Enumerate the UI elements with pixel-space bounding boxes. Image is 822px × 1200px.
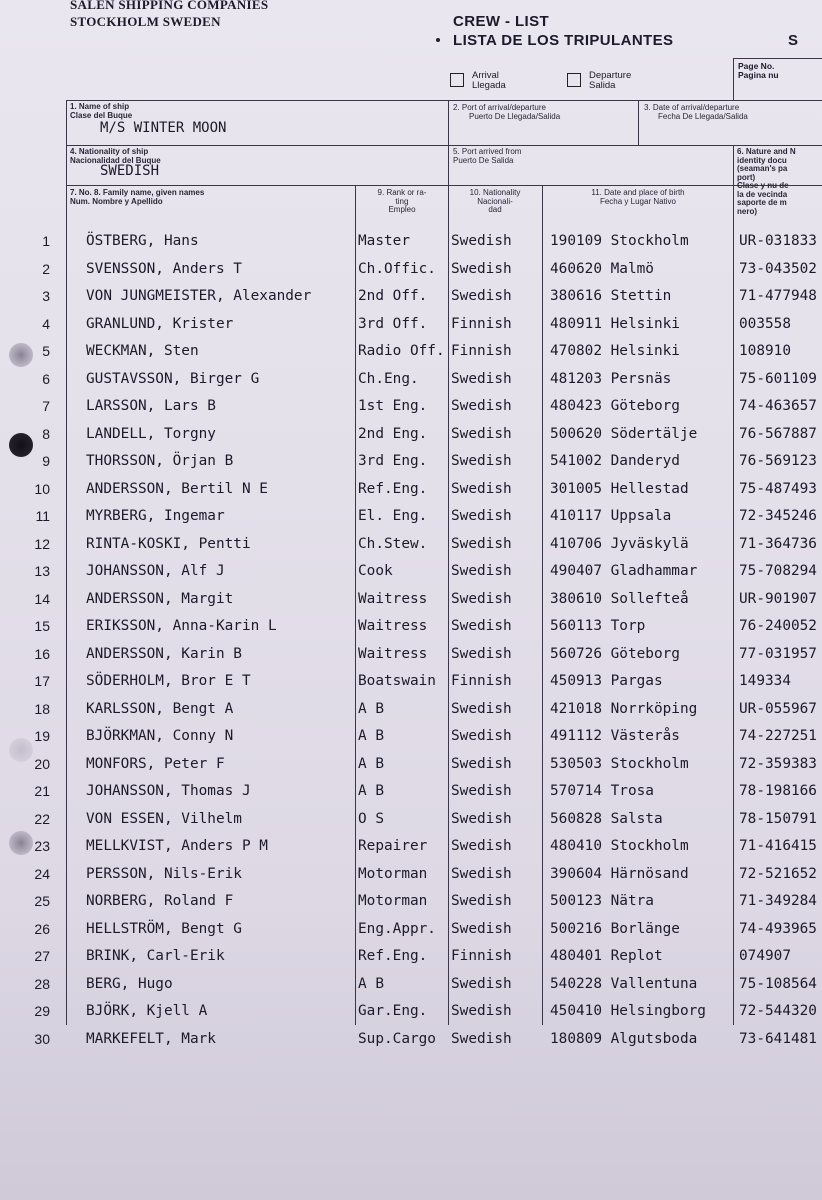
crew-identity-doc: 74-493965 bbox=[739, 920, 817, 937]
crew-nationality: Swedish bbox=[451, 453, 512, 469]
crew-rank: Motorman bbox=[358, 865, 428, 882]
table-row[interactable] bbox=[0, 1026, 822, 1053]
crew-nationality: Swedish bbox=[451, 398, 512, 414]
crew-number: 27 bbox=[34, 948, 50, 964]
crew-identity-doc: UR-901907 bbox=[739, 590, 817, 607]
table-row[interactable] bbox=[0, 833, 822, 860]
title-english: CREW - LIST bbox=[453, 13, 550, 30]
table-row[interactable] bbox=[0, 256, 822, 283]
crew-rank: Waitress bbox=[358, 618, 428, 634]
crew-nationality: Swedish bbox=[451, 1030, 512, 1047]
nationality-label-es: Nacionalidad del Buque bbox=[70, 155, 161, 165]
crew-rank: El. Eng. bbox=[358, 508, 428, 524]
crew-nationality: Swedish bbox=[451, 233, 512, 249]
rule bbox=[733, 58, 734, 100]
crew-number: 13 bbox=[34, 563, 50, 579]
crew-identity-doc: 74-227251 bbox=[739, 728, 817, 744]
crew-identity-doc: 73-641481 bbox=[739, 1030, 817, 1047]
crew-birth: 541002 Danderyd bbox=[550, 453, 680, 469]
crew-birth: 390604 Härnösand bbox=[550, 865, 689, 882]
crew-nationality: Swedish bbox=[451, 590, 512, 607]
crew-nationality: Finnish bbox=[451, 343, 512, 359]
crew-number: 15 bbox=[34, 618, 50, 634]
crew-rank: A B bbox=[358, 728, 384, 744]
table-row[interactable] bbox=[0, 916, 822, 943]
crew-name: RINTA-KOSKI, Pentti bbox=[86, 535, 251, 552]
crew-name: HELLSTRÖM, Bengt G bbox=[86, 920, 242, 937]
crew-identity-doc: 149334 bbox=[739, 673, 791, 689]
crew-birth: 560113 Torp bbox=[550, 618, 646, 634]
port-from-label-en: 5. Port arrived from bbox=[453, 147, 522, 156]
crew-identity-doc: 75-601109 bbox=[739, 370, 817, 387]
nat-header-line: dad bbox=[488, 205, 502, 214]
crew-birth: 421018 Norrköping bbox=[550, 700, 698, 717]
table-row[interactable] bbox=[0, 283, 822, 310]
departure-label-en: Departure bbox=[589, 70, 632, 81]
identity-label-line: 6. Nature and N bbox=[737, 147, 796, 156]
crew-birth: 460620 Malmö bbox=[550, 260, 654, 277]
crew-identity-doc: 75-708294 bbox=[739, 563, 817, 579]
crew-number: 29 bbox=[34, 1003, 50, 1019]
crew-birth: 480401 Replot bbox=[550, 948, 663, 964]
crew-identity-doc: 074907 bbox=[739, 948, 791, 964]
table-row[interactable] bbox=[0, 366, 822, 393]
crew-name: BJÖRK, Kjell A bbox=[86, 1003, 208, 1019]
crew-rank: 1st Eng. bbox=[358, 398, 428, 414]
crew-name: BRINK, Carl-Erik bbox=[86, 948, 225, 964]
crew-number: 16 bbox=[34, 645, 50, 662]
crew-identity-doc: 72-345246 bbox=[739, 508, 817, 524]
crew-nationality: Swedish bbox=[451, 535, 512, 552]
table-row[interactable] bbox=[0, 751, 822, 778]
crew-name: JOHANSSON, Alf J bbox=[86, 563, 225, 579]
crew-identity-doc: 72-544320 bbox=[739, 1003, 817, 1019]
crew-nationality: Swedish bbox=[451, 425, 512, 442]
crew-birth: 500123 Nätra bbox=[550, 893, 654, 909]
crew-birth: 480410 Stockholm bbox=[550, 838, 689, 854]
crew-number: 28 bbox=[34, 975, 50, 992]
crew-name: SVENSSON, Anders T bbox=[86, 260, 242, 277]
crew-birth: 481203 Persnäs bbox=[550, 370, 672, 387]
crew-identity-doc: 77-031957 bbox=[739, 645, 817, 662]
crew-number: 7 bbox=[42, 398, 50, 414]
crew-number: 24 bbox=[34, 865, 50, 882]
crew-rank: 3rd Eng. bbox=[358, 453, 428, 469]
crew-birth: 490407 Gladhammar bbox=[550, 563, 698, 579]
identity-label-line: port) bbox=[737, 172, 756, 182]
crew-number: 2 bbox=[42, 260, 50, 277]
table-row[interactable] bbox=[0, 476, 822, 503]
crew-rank: Boatswain bbox=[358, 673, 436, 689]
crew-name: GUSTAVSSON, Birger G bbox=[86, 370, 260, 387]
crew-rank: Waitress bbox=[358, 590, 428, 607]
rule bbox=[448, 100, 449, 145]
crew-name: BERG, Hugo bbox=[86, 975, 173, 992]
crew-number: 9 bbox=[42, 453, 50, 469]
date-label-es: Fecha De Llegada/Salida bbox=[658, 111, 748, 121]
crew-identity-doc: 73-043502 bbox=[739, 260, 817, 277]
table-row[interactable] bbox=[0, 778, 822, 805]
crew-birth: 540228 Vallentuna bbox=[550, 975, 698, 992]
table-row[interactable] bbox=[0, 448, 822, 475]
crew-birth: 470802 Helsinki bbox=[550, 343, 680, 359]
table-row[interactable] bbox=[0, 393, 822, 420]
crew-birth: 480911 Helsinki bbox=[550, 315, 680, 332]
crew-rank: Eng.Appr. bbox=[358, 920, 436, 937]
crew-birth: 180809 Algutsboda bbox=[550, 1030, 698, 1047]
identity-label-line: (seaman's pa bbox=[737, 164, 788, 173]
crew-number: 8 bbox=[42, 425, 50, 442]
crew-rank: Radio Off. bbox=[358, 343, 445, 359]
company-name: SALEN SHIPPING COMPANIES bbox=[70, 0, 269, 12]
crew-nationality: Swedish bbox=[451, 700, 512, 717]
crew-identity-doc: 75-108564 bbox=[739, 975, 817, 992]
crew-name: ÖSTBERG, Hans bbox=[86, 233, 199, 249]
crew-number: 18 bbox=[34, 700, 50, 717]
birth-column-header bbox=[544, 189, 732, 206]
rule bbox=[66, 100, 822, 101]
date-label bbox=[644, 104, 748, 121]
title-letter: S bbox=[788, 32, 799, 49]
crew-name: MARKEFELT, Mark bbox=[86, 1030, 216, 1047]
table-row[interactable] bbox=[0, 311, 822, 338]
table-row[interactable] bbox=[0, 806, 822, 833]
crew-nationality: Finnish bbox=[451, 673, 512, 689]
crew-nationality: Swedish bbox=[451, 288, 512, 304]
crew-nationality: Swedish bbox=[451, 563, 512, 579]
table-row[interactable] bbox=[0, 586, 822, 613]
crew-birth: 560726 Göteborg bbox=[550, 645, 680, 662]
crew-birth: 410706 Jyväskylä bbox=[550, 535, 689, 552]
crew-rank: Repairer bbox=[358, 838, 428, 854]
crew-rank: A B bbox=[358, 783, 384, 799]
crew-nationality: Swedish bbox=[451, 370, 512, 387]
nationality-value[interactable]: SWEDISH bbox=[100, 163, 160, 179]
table-row[interactable] bbox=[0, 558, 822, 585]
crew-number: 23 bbox=[34, 838, 50, 854]
crew-nationality: Swedish bbox=[451, 260, 512, 277]
crew-birth: 190109 Stockholm bbox=[550, 233, 689, 249]
crew-rank: Gar.Eng. bbox=[358, 1003, 428, 1019]
crew-identity-doc: 78-198166 bbox=[739, 783, 817, 799]
rank-header-line: 9. Rank or ra- bbox=[377, 188, 427, 197]
crew-nationality: Swedish bbox=[451, 865, 512, 882]
crew-nationality: Swedish bbox=[451, 920, 512, 937]
rule bbox=[66, 145, 822, 146]
crew-name: PERSSON, Nils-Erik bbox=[86, 865, 242, 882]
table-row[interactable] bbox=[0, 338, 822, 365]
table-row[interactable] bbox=[0, 531, 822, 558]
crew-name: WECKMAN, Sten bbox=[86, 343, 199, 359]
crew-nationality: Swedish bbox=[451, 480, 512, 497]
identity-label-line: saporte de m bbox=[737, 198, 787, 207]
crew-name: ANDERSSON, Karin B bbox=[86, 645, 242, 662]
crew-birth: 410117 Uppsala bbox=[550, 508, 672, 524]
rule bbox=[733, 58, 822, 59]
identity-label-line: nero) bbox=[737, 206, 757, 216]
rank-column-header bbox=[358, 189, 446, 215]
company-header bbox=[70, 0, 268, 30]
crew-name: KARLSSON, Bengt A bbox=[86, 700, 234, 717]
crew-name: LANDELL, Torgny bbox=[86, 425, 216, 442]
crew-number: 1 bbox=[42, 233, 50, 249]
ship-name-value[interactable]: M/S WINTER MOON bbox=[100, 120, 227, 136]
crew-name: JOHANSSON, Thomas J bbox=[86, 783, 251, 799]
table-row[interactable] bbox=[0, 613, 822, 640]
crew-number: 19 bbox=[34, 728, 50, 744]
rank-header-line: ting bbox=[395, 196, 409, 206]
crew-number: 25 bbox=[34, 893, 50, 909]
identity-label-line: la de vecinda bbox=[737, 189, 788, 199]
date-label-en: 3. Date of arrival/departure bbox=[644, 103, 740, 112]
crew-nationality: Swedish bbox=[451, 645, 512, 662]
port-from-label bbox=[453, 148, 521, 165]
table-row[interactable] bbox=[0, 723, 822, 750]
table-row[interactable] bbox=[0, 503, 822, 530]
crew-rank: A B bbox=[358, 700, 384, 717]
crew-number: 3 bbox=[42, 288, 50, 304]
crew-name: BJÖRKMAN, Conny N bbox=[86, 728, 234, 744]
crew-nationality: Swedish bbox=[451, 838, 512, 854]
crew-name: MELLKVIST, Anders P M bbox=[86, 838, 268, 854]
ship-name-label-es: Clase del Buque bbox=[70, 110, 133, 120]
crew-nationality: Finnish bbox=[451, 948, 512, 964]
table-row[interactable] bbox=[0, 861, 822, 888]
crew-identity-doc: 78-150791 bbox=[739, 810, 817, 827]
crew-birth: 450913 Pargas bbox=[550, 673, 663, 689]
table-row[interactable] bbox=[0, 421, 822, 448]
crew-birth: 560828 Salsta bbox=[550, 810, 663, 827]
table-row[interactable] bbox=[0, 696, 822, 723]
nat-header-line: Nacionali- bbox=[477, 196, 513, 206]
crew-rank: Ref.Eng. bbox=[358, 948, 428, 964]
crew-nationality: Finnish bbox=[451, 315, 512, 332]
crew-rank: 2nd Off. bbox=[358, 288, 428, 304]
crew-number: 5 bbox=[42, 343, 50, 359]
nationality-column-header bbox=[450, 189, 540, 215]
crew-name: ANDERSSON, Margit bbox=[86, 590, 234, 607]
departure-label-es: Salida bbox=[589, 80, 616, 91]
crew-name: MONFORS, Peter F bbox=[86, 755, 225, 772]
crew-number: 6 bbox=[42, 370, 50, 387]
table-row[interactable] bbox=[0, 943, 822, 970]
table-row[interactable] bbox=[0, 888, 822, 915]
crew-rank: A B bbox=[358, 975, 384, 992]
crew-identity-doc: UR-031833 bbox=[739, 233, 817, 249]
crew-name: VON ESSEN, Vilhelm bbox=[86, 810, 242, 827]
crew-number: 21 bbox=[34, 783, 50, 799]
crew-identity-doc: 71-477948 bbox=[739, 288, 817, 304]
arrival-option[interactable] bbox=[450, 71, 506, 91]
crew-nationality: Swedish bbox=[451, 810, 512, 827]
crew-number: 17 bbox=[34, 673, 50, 689]
crew-rank: A B bbox=[358, 755, 384, 772]
title-spanish: LISTA DE LOS TRIPULANTES bbox=[453, 32, 674, 49]
ship-name-label bbox=[70, 103, 132, 120]
crew-nationality: Swedish bbox=[451, 1003, 512, 1019]
crew-nationality: Swedish bbox=[451, 783, 512, 799]
crew-identity-doc: 108910 bbox=[739, 343, 791, 359]
port-label-en: 2. Port of arrival/departure bbox=[453, 103, 546, 112]
table-row[interactable] bbox=[0, 668, 822, 695]
page-no-es: Pagina nu bbox=[738, 70, 779, 80]
crew-nationality: Swedish bbox=[451, 755, 512, 772]
port-from-label-es: Puerto De Salida bbox=[453, 155, 514, 165]
crew-number: 11 bbox=[35, 508, 50, 524]
crew-nationality: Swedish bbox=[451, 893, 512, 909]
table-row[interactable] bbox=[0, 998, 822, 1025]
crew-birth: 450410 Helsingborg bbox=[550, 1003, 706, 1019]
arrival-label-es: Llegada bbox=[472, 80, 506, 91]
crew-birth: 480423 Göteborg bbox=[550, 398, 680, 414]
crew-name: MYRBERG, Ingemar bbox=[86, 508, 225, 524]
name-header-es: Num. Nombre y Apellido bbox=[70, 196, 163, 206]
name-column-header bbox=[70, 189, 204, 206]
crew-number: 10 bbox=[34, 480, 50, 497]
crew-rank: Cook bbox=[358, 563, 393, 579]
crew-rank: Motorman bbox=[358, 893, 428, 909]
crew-name: LARSSON, Lars B bbox=[86, 398, 216, 414]
crew-rank: Ref.Eng. bbox=[358, 480, 428, 497]
crew-number: 22 bbox=[34, 810, 50, 827]
crew-name: GRANLUND, Krister bbox=[86, 315, 234, 332]
crew-rank: O S bbox=[358, 810, 384, 827]
crew-rank: Sup.Cargo bbox=[358, 1030, 436, 1047]
rule bbox=[448, 145, 449, 185]
crew-identity-doc: 71-416415 bbox=[739, 838, 817, 854]
identity-doc-label bbox=[737, 148, 796, 216]
crew-birth: 500216 Borlänge bbox=[550, 920, 680, 937]
nat-header-line: 10. Nationality bbox=[469, 188, 521, 197]
crew-name: THORSSON, Örjan B bbox=[86, 453, 234, 469]
table-row[interactable] bbox=[0, 971, 822, 998]
crew-birth: 301005 Hellestad bbox=[550, 480, 689, 497]
crew-name: VON JUNGMEISTER, Alexander bbox=[86, 288, 312, 304]
crew-identity-doc: 71-349284 bbox=[739, 893, 817, 909]
nationality-label-en: 4. Nationality of ship bbox=[70, 147, 149, 156]
table-row[interactable] bbox=[0, 641, 822, 668]
name-header-en: 7. No. 8. Family name, given names bbox=[70, 188, 205, 197]
arrival-checkbox[interactable] bbox=[450, 73, 464, 87]
crew-rank: Ch.Offic. bbox=[358, 260, 436, 277]
crew-number: 26 bbox=[34, 920, 50, 937]
crew-number: 12 bbox=[34, 535, 50, 552]
dob-header-es: Fecha y Lugar Nativo bbox=[599, 196, 677, 206]
crew-name: ERIKSSON, Anna-Karin L bbox=[86, 618, 277, 634]
arrival-label bbox=[472, 71, 506, 91]
crew-name: SÖDERHOLM, Bror E T bbox=[86, 673, 251, 689]
crew-identity-doc: 75-487493 bbox=[739, 480, 817, 497]
crew-identity-doc: 76-567887 bbox=[739, 425, 817, 442]
crew-identity-doc: 003558 bbox=[739, 315, 791, 332]
crew-rank: Ch.Eng. bbox=[358, 370, 419, 387]
crew-birth: 491112 Västerås bbox=[550, 728, 680, 744]
crew-birth: 380610 Sollefteå bbox=[550, 590, 689, 607]
ship-name-label-en: 1. Name of ship bbox=[70, 102, 130, 111]
page-number-label bbox=[738, 62, 779, 80]
crew-birth: 530503 Stockholm bbox=[550, 755, 689, 772]
port-label-es: Puerto De Llegada/Salida bbox=[469, 111, 561, 121]
ink-dot bbox=[436, 38, 440, 42]
dob-header-en: 11. Date and place of birth bbox=[591, 188, 685, 197]
crew-name: NORBERG, Roland F bbox=[86, 893, 234, 909]
document-title bbox=[453, 12, 673, 50]
crew-nationality: Swedish bbox=[451, 508, 512, 524]
crew-identity-doc: 76-240052 bbox=[739, 618, 817, 634]
crew-birth: 380616 Stettin bbox=[550, 288, 672, 304]
crew-nationality: Swedish bbox=[451, 728, 512, 744]
crew-identity-doc: 74-463657 bbox=[739, 398, 817, 414]
crew-birth: 570714 Trosa bbox=[550, 783, 654, 799]
crew-identity-doc: 71-364736 bbox=[739, 535, 817, 552]
departure-checkbox[interactable] bbox=[567, 73, 581, 87]
port-label bbox=[453, 104, 560, 121]
departure-option[interactable] bbox=[567, 71, 631, 91]
table-row[interactable] bbox=[0, 228, 822, 255]
rule bbox=[66, 185, 822, 186]
company-city: STOCKHOLM SWEDEN bbox=[70, 14, 221, 29]
crew-identity-doc: 72-359383 bbox=[739, 755, 817, 772]
crew-name: ANDERSSON, Bertil N E bbox=[86, 480, 268, 497]
identity-label-line: Clase y nu de bbox=[737, 181, 789, 190]
crew-number: 30 bbox=[34, 1030, 50, 1047]
crew-rank: Master bbox=[358, 233, 410, 249]
page-no-en: Page No. bbox=[738, 61, 775, 71]
crew-number: 20 bbox=[34, 755, 50, 772]
crew-identity-doc: UR-055967 bbox=[739, 700, 817, 717]
crew-rank: Ch.Stew. bbox=[358, 535, 428, 552]
departure-label bbox=[589, 71, 631, 91]
crew-number: 14 bbox=[34, 590, 50, 607]
crew-number: 4 bbox=[42, 315, 50, 332]
crew-rank: Waitress bbox=[358, 645, 428, 662]
crew-nationality: Swedish bbox=[451, 618, 512, 634]
crew-rank: 2nd Eng. bbox=[358, 425, 428, 442]
identity-label-line: identity docu bbox=[737, 155, 787, 165]
arrival-label-en: Arrival bbox=[472, 70, 499, 81]
rule bbox=[638, 100, 639, 145]
crew-identity-doc: 72-521652 bbox=[739, 865, 817, 882]
crew-nationality: Swedish bbox=[451, 975, 512, 992]
crew-rank: 3rd Off. bbox=[358, 315, 428, 332]
crew-birth: 500620 Södertälje bbox=[550, 425, 698, 442]
crew-identity-doc: 76-569123 bbox=[739, 453, 817, 469]
rank-header-line: Empleo bbox=[388, 205, 416, 214]
